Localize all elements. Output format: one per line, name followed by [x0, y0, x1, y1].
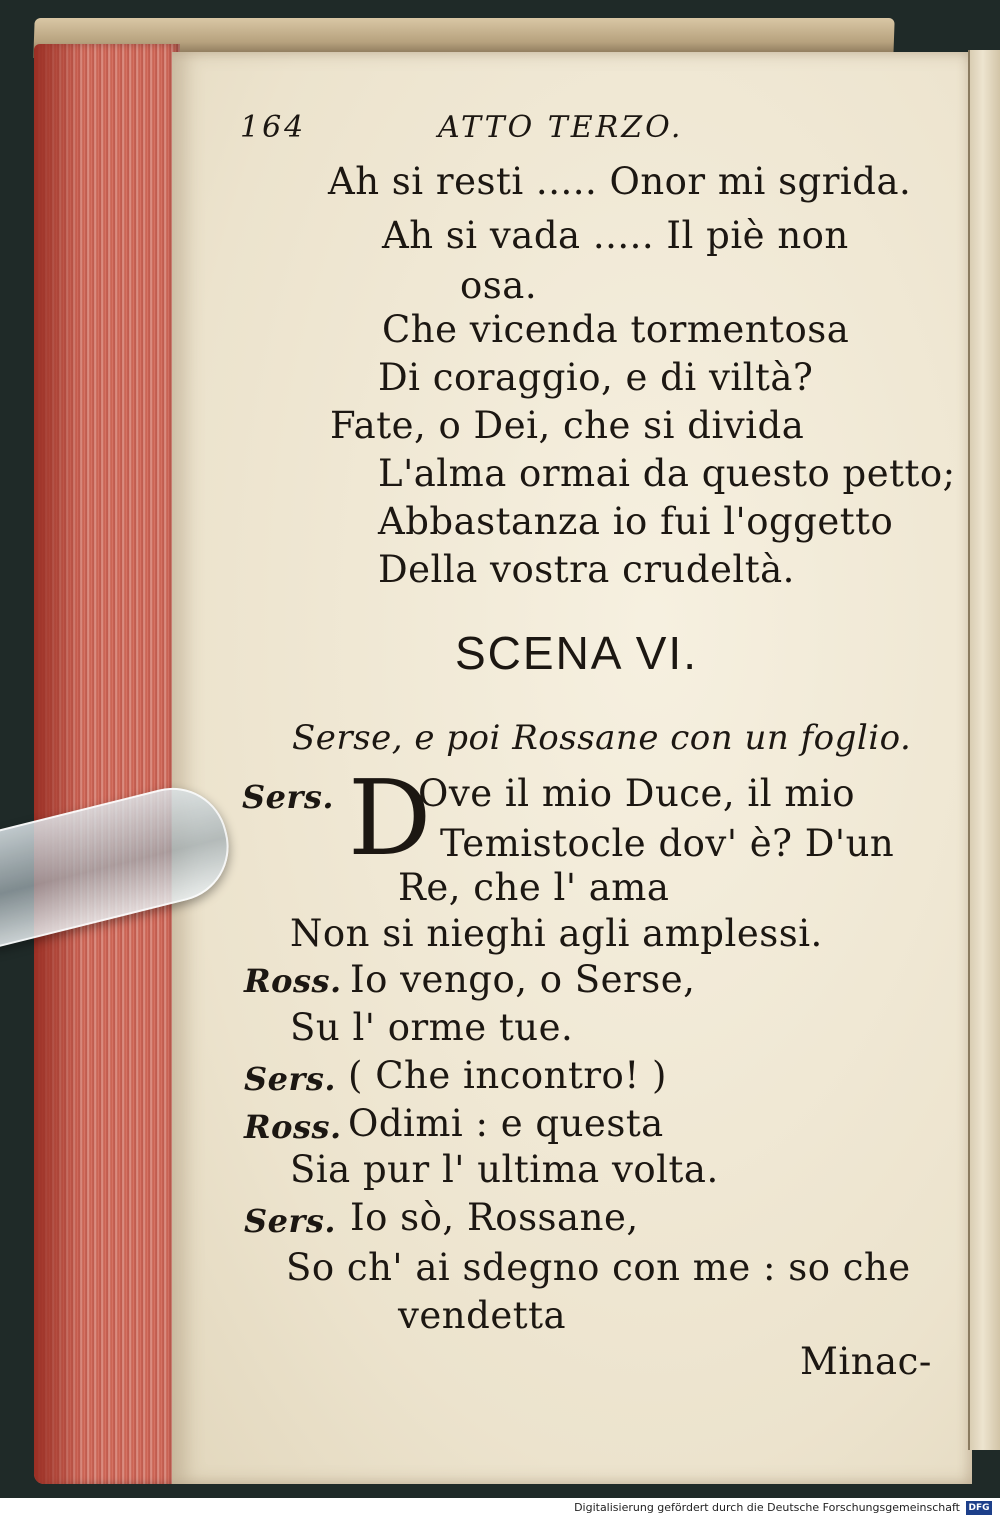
verse-line: Della vostra crudeltà. [378, 548, 795, 591]
drop-cap: D [348, 757, 432, 879]
verse-line: L'alma ormai da questo petto; [378, 452, 956, 495]
dialogue-line: Su l' orme tue. [290, 1006, 574, 1049]
dialogue-line: vendetta [398, 1294, 567, 1337]
page-fore-edge [34, 44, 180, 1484]
dialogue-line: Sia pur l' ultima volta. [290, 1148, 719, 1191]
speaker-label: Sers. [242, 778, 334, 816]
dialogue-line: So ch' ai sdegno con me : so che [286, 1246, 911, 1289]
running-head: ATTO TERZO. [438, 110, 684, 145]
speaker-label: Ross. [244, 1108, 342, 1146]
verse-line: Ah si vada ..... Il piè non [382, 214, 849, 257]
speaker-label: Sers. [244, 1060, 336, 1098]
speaker-label: Ross. [244, 962, 342, 1000]
verse-line: Di coraggio, e di viltà? [378, 356, 814, 399]
dialogue-line: ( Che incontro! ) [348, 1054, 667, 1097]
verse-line: Che vicenda tormentosa [382, 308, 850, 351]
dialogue-line: Io sò, Rossane, [350, 1196, 639, 1239]
verse-line: osa. [460, 264, 538, 307]
dialogue-line: Ove il mio Duce, il mio [418, 772, 856, 815]
verse-line: Abbastanza io fui l'oggetto [378, 500, 894, 543]
dialogue-line: Io vengo, o Serse, [350, 958, 696, 1001]
next-page-edge [968, 50, 1000, 1450]
funding-credit: Digitalisierung gefördert durch die Deutsche Forschungsgemeinschaft [574, 1501, 960, 1514]
dialogue-line: Re, che l' ama [398, 866, 670, 909]
dialogue-line: Odimi : e questa [348, 1102, 664, 1145]
stage-direction: Serse, e poi Rossane con un foglio. [292, 718, 912, 758]
catchword: Minac- [800, 1340, 932, 1383]
scene-title: SCENA VI. [455, 627, 698, 679]
verse-line: Fate, o Dei, che si divida [330, 404, 805, 447]
dialogue-line: Temistocle dov' è? D'un [440, 822, 895, 865]
page-number: 164 [240, 110, 307, 145]
dialogue-line: Non si nieghi agli amplessi. [290, 912, 823, 955]
speaker-label: Sers. [244, 1202, 336, 1240]
dfg-logo-icon: DFG [966, 1501, 992, 1515]
verse-line: Ah si resti ..... Onor mi sgrida. [328, 160, 912, 203]
